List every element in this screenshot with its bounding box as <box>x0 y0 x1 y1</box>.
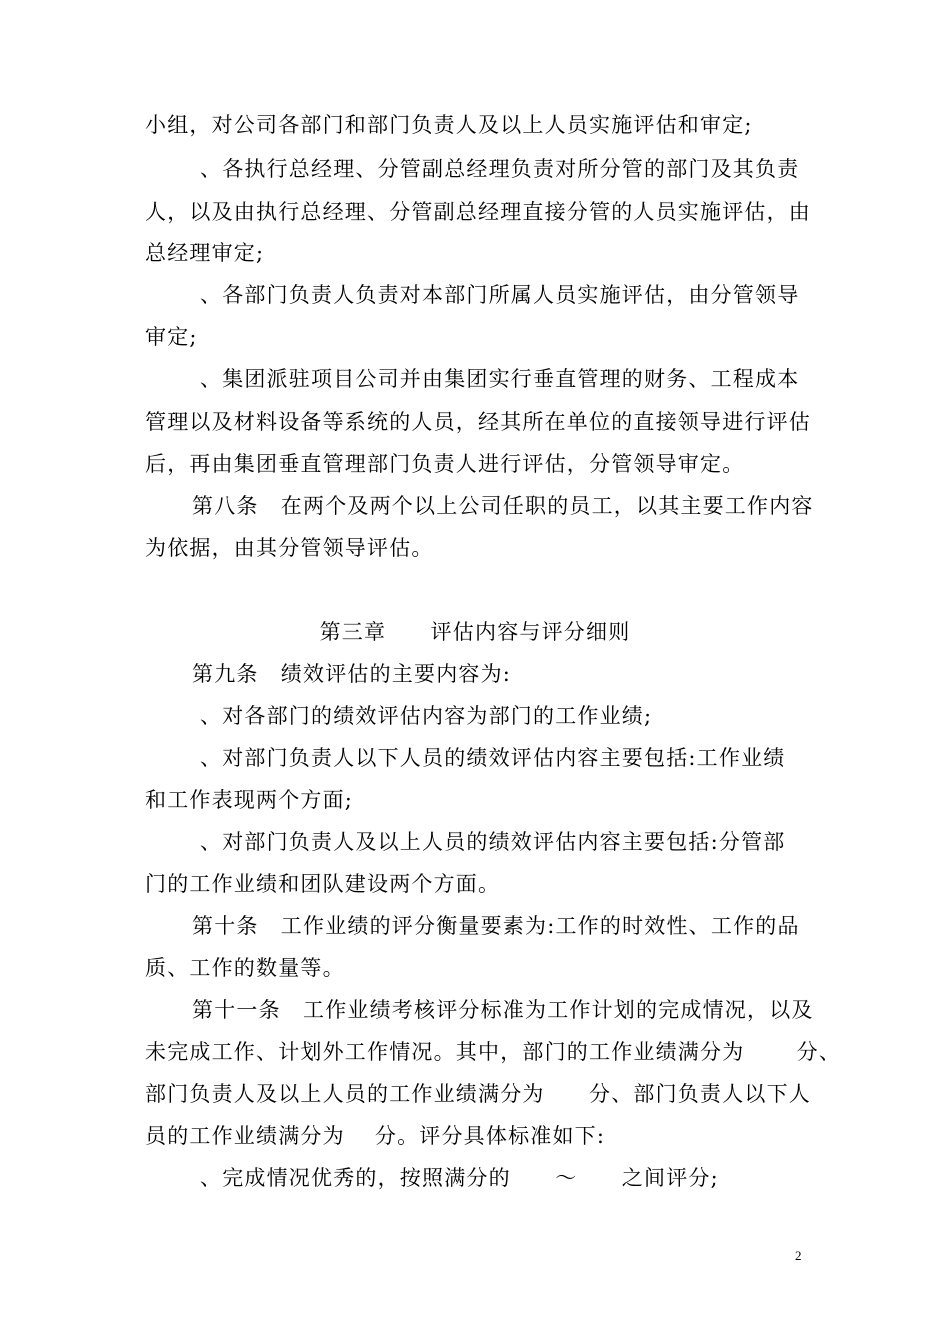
text-line: 总经理审定; <box>145 241 265 265</box>
text-line: 、集团派驻项目公司并由集团实行垂直管理的财务、工程成本 <box>200 367 800 391</box>
text-line: 后，再由集团垂直管理部门负责人进行评估，分管领导审定。 <box>145 452 745 476</box>
article-11: 第十一条 工作业绩考核评分标准为工作计划的完成情况，以及 <box>192 998 814 1022</box>
text-line: 小组，对公司各部门和部门负责人及以上人员实施评估和审定; <box>145 113 753 137</box>
text-line: 未完成工作、计划外工作情况。其中，部门的工作业绩满分为 分、 <box>145 1040 842 1064</box>
text-line: 审定; <box>145 325 198 349</box>
text-line: 人，以及由执行总经理、分管副总经理直接分管的人员实施评估，由 <box>145 200 811 224</box>
text-line: 门的工作业绩和团队建设两个方面。 <box>145 872 501 896</box>
text-line: 、各部门负责人负责对本部门所属人员实施评估，由分管领导 <box>200 283 800 307</box>
text-line: 部门负责人及以上人员的工作业绩满分为 分、部门负责人以下人 <box>145 1082 811 1106</box>
chapter-heading: 第三章 评估内容与评分细则 <box>319 620 631 644</box>
text-line: 质、工作的数量等。 <box>145 956 345 980</box>
article-8: 第八条 在两个及两个以上公司任职的员工，以其主要工作内容 <box>192 494 814 518</box>
text-line: 、完成情况优秀的，按照满分的 ～ 之间评分; <box>200 1166 719 1190</box>
text-line: 管理以及材料设备等系统的人员，经其所在单位的直接领导进行评估 <box>145 410 811 434</box>
text-line: 为依据，由其分管领导评估。 <box>145 536 434 560</box>
text-line: 、对部门负责人以下人员的绩效评估内容主要包括:工作业绩 <box>200 746 786 770</box>
text-line: 和工作表现两个方面; <box>145 788 354 812</box>
article-9: 第九条 绩效评估的主要内容为: <box>192 662 512 686</box>
text-line: 、对各部门的绩效评估内容为部门的工作业绩; <box>200 704 653 728</box>
text-line: 员的工作业绩满分为 分。评分具体标准如下: <box>145 1124 606 1148</box>
page-number: 2 <box>795 1248 802 1263</box>
article-10: 第十条 工作业绩的评分衡量要素为:工作的时效性、工作的品 <box>192 914 800 938</box>
text-line: 、对部门负责人及以上人员的绩效评估内容主要包括:分管部 <box>200 830 786 854</box>
text-line: 、各执行总经理、分管副总经理负责对所分管的部门及其负责 <box>200 157 800 181</box>
